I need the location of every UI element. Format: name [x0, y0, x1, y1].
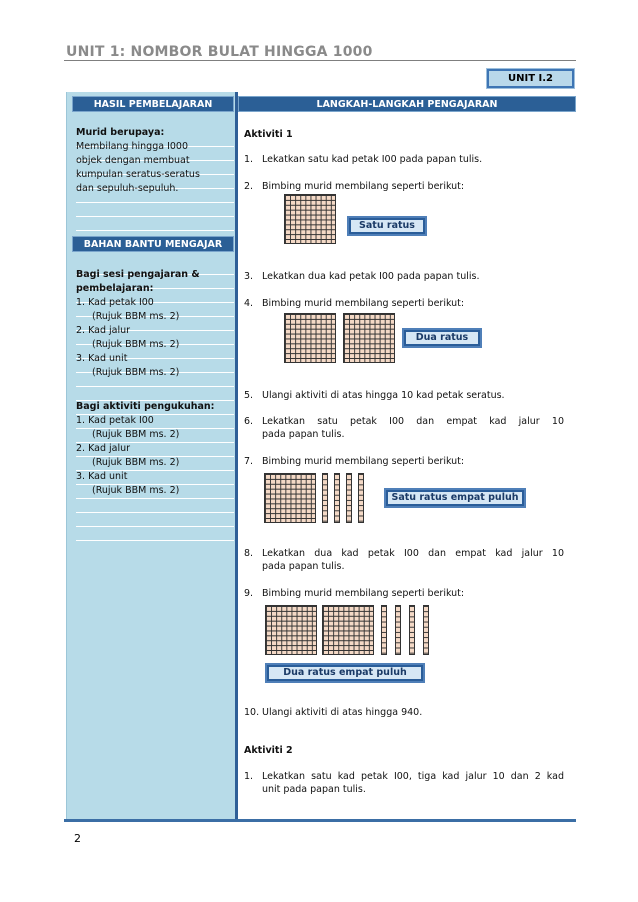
hundred-flat-card: [284, 313, 336, 363]
bahan-item-ref: (Rujuk BBM ms. 2): [92, 485, 180, 496]
label-satu-ratus: Satu ratus: [347, 216, 427, 236]
bahan-section1-title: pembelajaran:: [76, 283, 154, 294]
hasil-line: objek dengan membuat: [76, 155, 190, 166]
aktiviti-2-heading: Aktiviti 2: [244, 745, 293, 756]
guide-line: [76, 540, 234, 541]
step-text: Bimbing murid membilang seperti berikut:: [262, 588, 465, 599]
bahan-section1-title: Bagi sesi pengajaran &: [76, 269, 200, 280]
bahan-item-label: 3. Kad unit: [76, 353, 128, 364]
hasil-header: HASIL PEMBELAJARAN: [72, 96, 234, 112]
hasil-line: dan sepuluh-sepuluh.: [76, 183, 179, 194]
label-satu-ratus-empat-puluh: Satu ratus empat puluh: [384, 488, 526, 508]
step-text: Lekatkan satu petak I00 dan empat kad jalur 10: [262, 416, 564, 427]
ten-rod-card: [381, 605, 387, 655]
step-number: 2.: [244, 181, 254, 192]
step-number: 1.: [244, 771, 254, 782]
bahan-item-label: 1. Kad petak I00: [76, 297, 154, 308]
guide-line: [76, 498, 234, 499]
hundred-flat-card: [265, 605, 317, 655]
step-text: Lekatkan satu kad petak I00 pada papan tulis.: [262, 154, 483, 165]
guide-line: [76, 216, 234, 217]
guide-line: [76, 202, 234, 203]
step-text: Lekatkan dua kad petak I00 pada papan tulis.: [262, 271, 480, 282]
step-number: 3.: [244, 271, 254, 282]
bahan-item-label: 2. Kad jalur: [76, 325, 131, 336]
ten-rod-card: [423, 605, 429, 655]
bottom-rule: [64, 819, 576, 822]
ten-rod-card: [322, 473, 328, 523]
step-number: 6.: [244, 416, 254, 427]
step-text: Lekatkan satu kad petak I00, tiga kad jalur 10 dan 2 kad: [262, 771, 564, 782]
bahan-item-label: 2. Kad jalur: [76, 443, 131, 454]
ten-rod-card: [409, 605, 415, 655]
bahan-section2-title: Bagi aktiviti pengukuhan:: [76, 401, 215, 412]
ten-rod-card: [358, 473, 364, 523]
label-dua-ratus-empat-puluh: Dua ratus empat puluh: [265, 663, 425, 683]
unit-badge: UNIT I.2: [487, 69, 574, 88]
hundred-flat-card: [264, 473, 316, 523]
hasil-heading: Murid berupaya:: [76, 127, 165, 138]
langkah-header: LANGKAH-LANGKAH PENGAJARAN: [238, 96, 576, 112]
step-text: pada papan tulis.: [262, 429, 345, 440]
ten-rod-card: [346, 473, 352, 523]
guide-line: [76, 230, 234, 231]
page-number: 2: [74, 832, 81, 845]
hasil-line: Membilang hingga I000: [76, 141, 189, 152]
ten-rod-card: [334, 473, 340, 523]
step-text: Bimbing murid membilang seperti berikut:: [262, 456, 465, 467]
step-number: 4.: [244, 298, 254, 309]
bahan-item-ref: (Rujuk BBM ms. 2): [92, 367, 180, 378]
step-text: unit pada papan tulis.: [262, 784, 366, 795]
step-text: pada papan tulis.: [262, 561, 345, 572]
ten-rod-card: [395, 605, 401, 655]
guide-line: [76, 386, 234, 387]
aktiviti-1-heading: Aktiviti 1: [244, 129, 293, 140]
guide-line: [76, 526, 234, 527]
bahan-item-label: 3. Kad unit: [76, 471, 128, 482]
hundred-flat-card: [322, 605, 374, 655]
step-number: 10.: [244, 707, 260, 718]
title-rule: [64, 60, 576, 61]
step-text: Ulangi aktiviti di atas hingga 940.: [262, 707, 423, 718]
label-dua-ratus: Dua ratus: [402, 328, 482, 348]
step-number: 9.: [244, 588, 254, 599]
bahan-item-ref: (Rujuk BBM ms. 2): [92, 457, 180, 468]
bahan-header: BAHAN BANTU MENGAJAR: [72, 236, 234, 252]
hundred-flat-card: [284, 194, 336, 244]
guide-line: [76, 512, 234, 513]
step-number: 8.: [244, 548, 254, 559]
step-text: Bimbing murid membilang seperti berikut:: [262, 298, 465, 309]
bahan-item-label: 1. Kad petak I00: [76, 415, 154, 426]
step-text: Lekatkan dua kad petak I00 dan empat kad jalur 10: [262, 548, 564, 559]
step-number: 7.: [244, 456, 254, 467]
step-text: Ulangi aktiviti di atas hingga 10 kad petak seratus.: [262, 390, 505, 401]
unit-title: UNIT 1: NOMBOR BULAT HINGGA 1000: [66, 44, 373, 60]
step-number: 5.: [244, 390, 254, 401]
bahan-item-ref: (Rujuk BBM ms. 2): [92, 311, 180, 322]
step-text: Bimbing murid membilang seperti berikut:: [262, 181, 465, 192]
step-number: 1.: [244, 154, 254, 165]
hasil-line: kumpulan seratus-seratus: [76, 169, 200, 180]
hundred-flat-card: [343, 313, 395, 363]
bahan-item-ref: (Rujuk BBM ms. 2): [92, 429, 180, 440]
bahan-item-ref: (Rujuk BBM ms. 2): [92, 339, 180, 350]
